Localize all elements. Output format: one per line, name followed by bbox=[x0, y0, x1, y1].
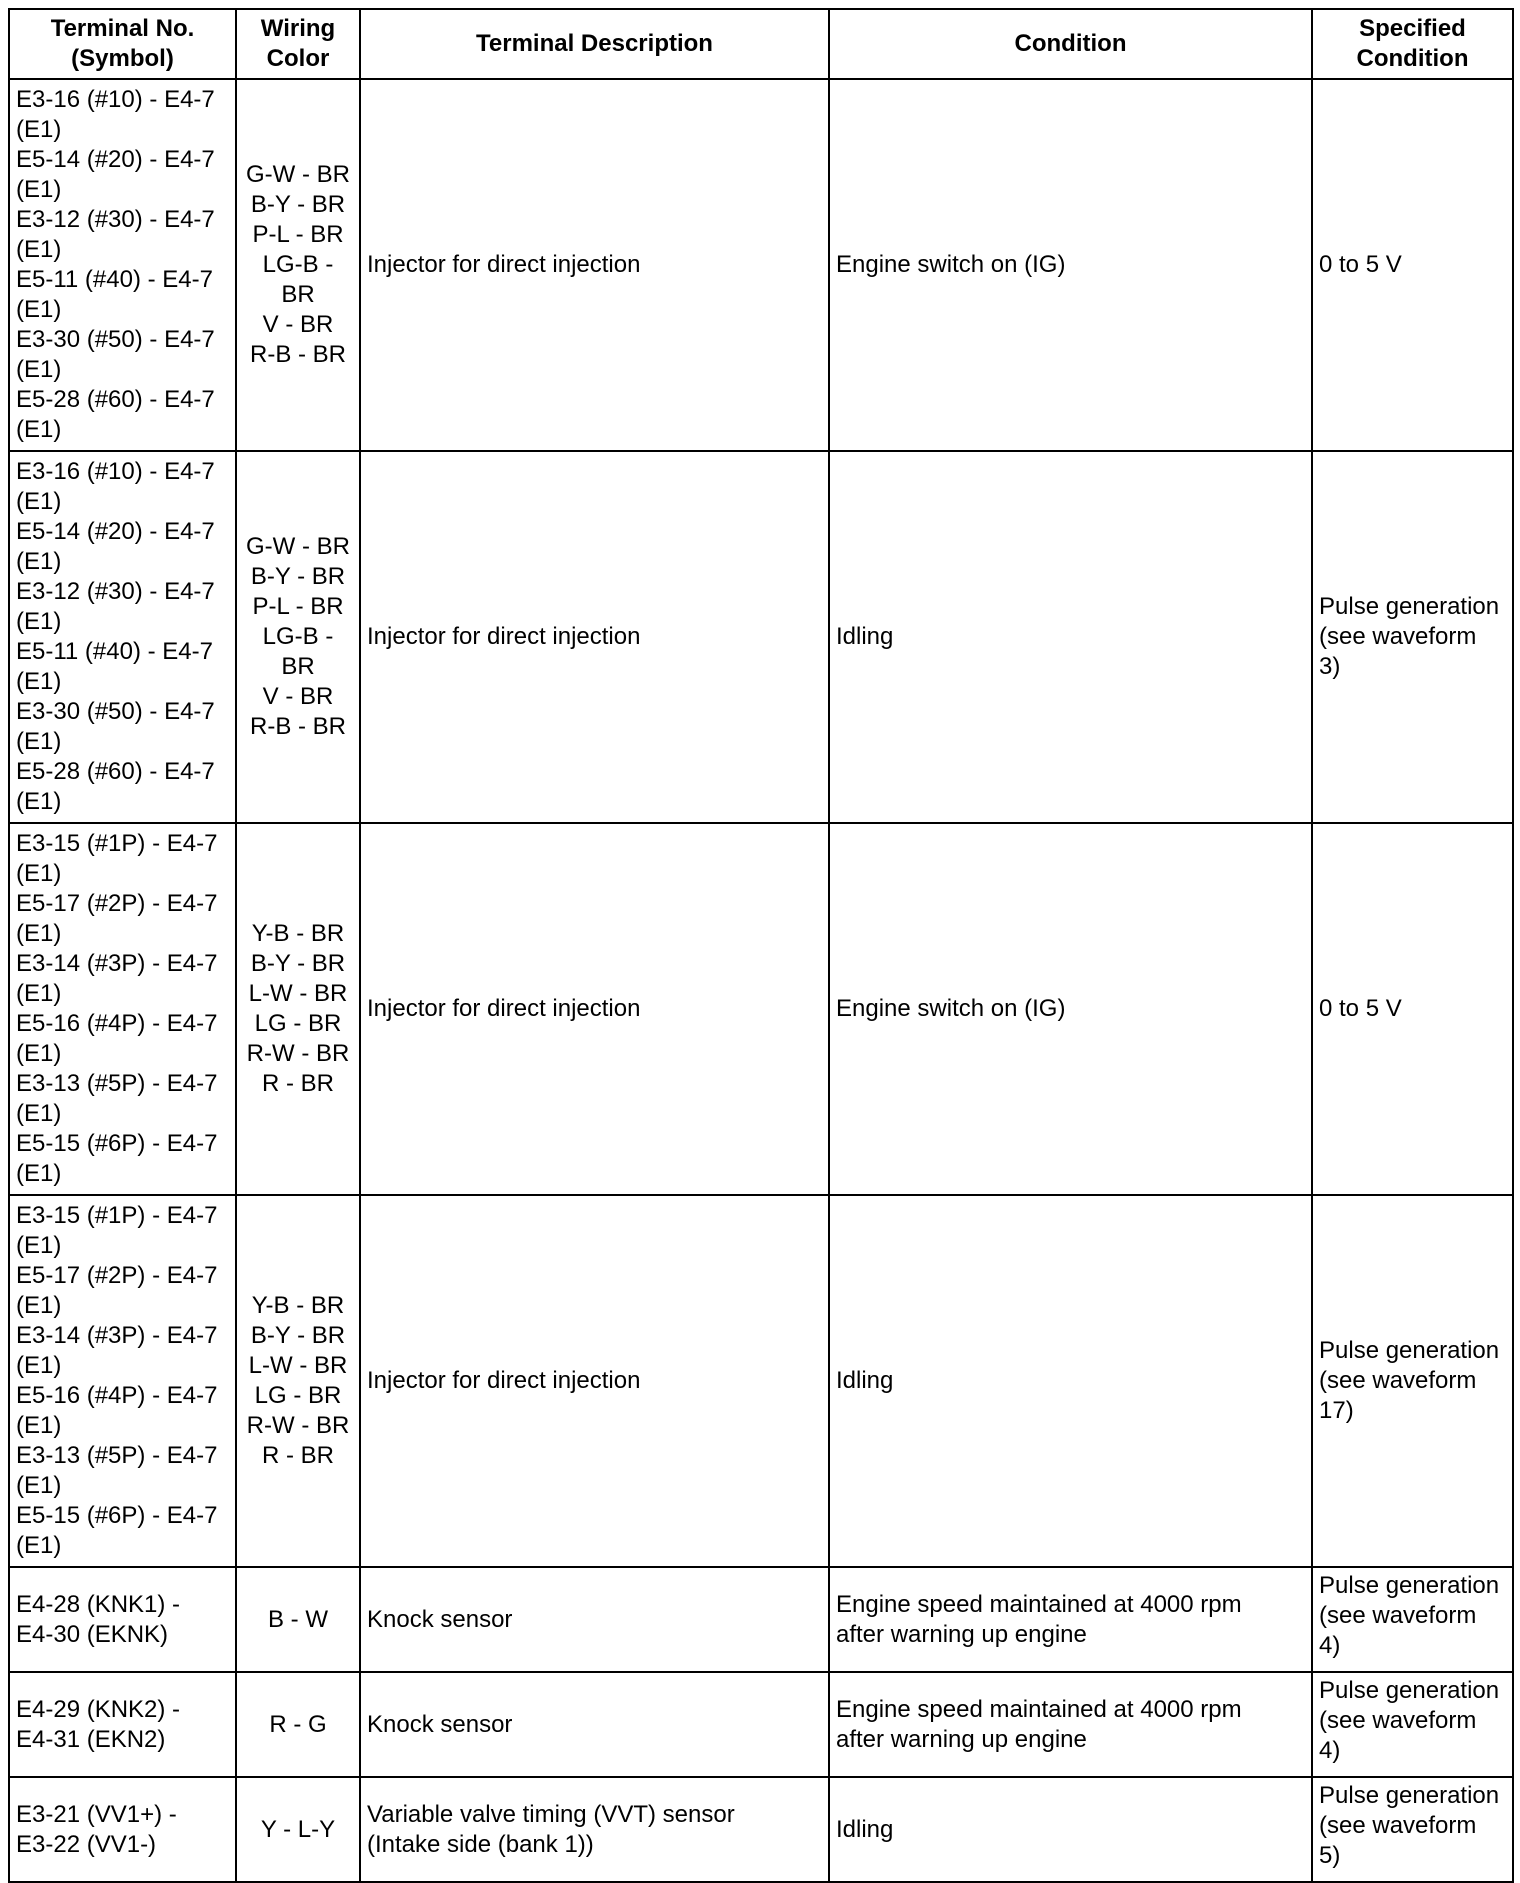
cell-terminal bbox=[9, 1777, 236, 1882]
cell-wiring-color-line: LG - BR bbox=[254, 1010, 342, 1037]
table-row bbox=[9, 1672, 1513, 1777]
cell-condition-line: Engine speed maintained at 4000 rpm bbox=[836, 1590, 1242, 1618]
cell-specified-condition bbox=[1312, 1672, 1513, 1777]
cell-terminal-line: (E1) bbox=[16, 1472, 62, 1499]
cell-terminal-line: (E1) bbox=[16, 788, 62, 815]
cell-condition-line: after warning up engine bbox=[836, 1620, 1087, 1648]
cell-terminal-description-line: Knock sensor bbox=[367, 1710, 513, 1738]
cell-terminal-line: E3-30 (#50) - E4-7 bbox=[16, 698, 215, 725]
cell-terminal-line: E5-14 (#20) - E4-7 bbox=[16, 518, 215, 545]
cell-specified-condition bbox=[1312, 79, 1513, 451]
cell-condition bbox=[829, 1672, 1312, 1777]
cell-wiring-color bbox=[236, 1567, 360, 1672]
cell-terminal-line: E5-16 (#4P) - E4-7 bbox=[16, 1382, 218, 1409]
cell-terminal-line: E5-16 (#4P) - E4-7 bbox=[16, 1010, 218, 1037]
cell-terminal-line: E5-15 (#6P) - E4-7 bbox=[16, 1502, 218, 1529]
cell-terminal-description bbox=[360, 79, 829, 451]
cell-terminal-description-line: (Intake side (bank 1)) bbox=[367, 1830, 594, 1858]
cell-wiring-color-line: L-W - BR bbox=[248, 1352, 348, 1379]
cell-terminal-line: E5-11 (#40) - E4-7 bbox=[16, 638, 213, 665]
cell-terminal-line: E3-13 (#5P) - E4-7 bbox=[16, 1070, 218, 1097]
cell-wiring-color-line: Y-B - BR bbox=[251, 1292, 345, 1319]
cell-condition-line: after warning up engine bbox=[836, 1725, 1087, 1753]
cell-wiring-color bbox=[236, 1672, 360, 1777]
cell-specified-condition-line: (see waveform bbox=[1319, 1707, 1477, 1734]
cell-specified-condition-line: (see waveform bbox=[1319, 1367, 1477, 1394]
cell-wiring-color-line: B-Y - BR bbox=[250, 950, 346, 977]
cell-terminal-line: E5-28 (#60) - E4-7 bbox=[16, 386, 215, 413]
cell-terminal-line: E3-22 (VV1-) bbox=[16, 1830, 157, 1858]
cell-terminal bbox=[9, 823, 236, 1195]
cell-terminal bbox=[9, 79, 236, 451]
cell-wiring-color-line: V - BR bbox=[262, 683, 334, 710]
cell-terminal-line: E3-13 (#5P) - E4-7 bbox=[16, 1442, 218, 1469]
cell-terminal bbox=[9, 1672, 236, 1777]
cell-terminal-line: (E1) bbox=[16, 1532, 62, 1559]
cell-specified-condition-line: 0 to 5 V bbox=[1319, 995, 1402, 1022]
cell-condition-line: Engine switch on (IG) bbox=[836, 995, 1066, 1022]
cell-terminal-line: (E1) bbox=[16, 608, 62, 635]
cell-terminal-line: E3-16 (#10) - E4-7 bbox=[16, 458, 215, 485]
cell-wiring-color-line: G-W - BR bbox=[246, 161, 350, 188]
cell-terminal-line: (E1) bbox=[16, 1160, 62, 1187]
cell-specified-condition-line: (see waveform bbox=[1319, 623, 1477, 650]
cell-condition-line: Engine switch on (IG) bbox=[836, 251, 1066, 278]
cell-condition bbox=[829, 823, 1312, 1195]
cell-specified-condition-line: 3) bbox=[1319, 653, 1341, 680]
table-row bbox=[9, 1777, 1513, 1882]
cell-terminal-description bbox=[360, 823, 829, 1195]
cell-terminal-description bbox=[360, 1195, 829, 1567]
cell-specified-condition bbox=[1312, 823, 1513, 1195]
cell-wiring-color-line: LG - BR bbox=[254, 1382, 342, 1409]
cell-terminal-line: E4-29 (KNK2) - bbox=[16, 1695, 181, 1723]
cell-wiring-color-line: LG-B - bbox=[262, 623, 334, 650]
cell-terminal-description bbox=[360, 1777, 829, 1882]
cell-terminal-line: (E1) bbox=[16, 488, 62, 515]
cell-wiring-color bbox=[236, 823, 360, 1195]
cell-terminal-description bbox=[360, 1567, 829, 1672]
cell-terminal bbox=[9, 1567, 236, 1672]
table-body bbox=[9, 79, 1513, 1882]
cell-specified-condition-line: (see waveform bbox=[1319, 1812, 1477, 1839]
cell-condition bbox=[829, 1777, 1312, 1882]
cell-terminal-line: (E1) bbox=[16, 296, 62, 323]
header-wiring-color: Wiring Color bbox=[236, 9, 360, 79]
cell-terminal-line: E3-16 (#10) - E4-7 bbox=[16, 86, 215, 113]
cell-terminal-line: E4-31 (EKN2) bbox=[16, 1725, 166, 1753]
header-terminal-description: Terminal Description bbox=[360, 9, 829, 79]
cell-terminal-line: E4-28 (KNK1) - bbox=[16, 1590, 181, 1618]
cell-specified-condition-line: 0 to 5 V bbox=[1319, 251, 1402, 278]
cell-specified-condition-line: Pulse generation bbox=[1319, 593, 1500, 620]
cell-terminal-line: (E1) bbox=[16, 1232, 62, 1259]
cell-terminal-description-line: Injector for direct injection bbox=[367, 251, 641, 278]
cell-wiring-color-line: L-W - BR bbox=[248, 980, 348, 1007]
cell-wiring-color-line: Y-B - BR bbox=[251, 920, 345, 947]
cell-terminal-line: E5-14 (#20) - E4-7 bbox=[16, 146, 215, 173]
cell-condition-line: Idling bbox=[836, 623, 894, 650]
cell-terminal-line: (E1) bbox=[16, 356, 62, 383]
cell-terminal-description-line: Injector for direct injection bbox=[367, 995, 641, 1022]
cell-wiring-color bbox=[236, 1777, 360, 1882]
cell-specified-condition-line: 17) bbox=[1319, 1397, 1354, 1424]
cell-wiring-color bbox=[236, 1195, 360, 1567]
cell-terminal-line: (E1) bbox=[16, 920, 62, 947]
cell-wiring-color-line: R-B - BR bbox=[250, 713, 346, 740]
cell-terminal-line: E3-12 (#30) - E4-7 bbox=[16, 206, 215, 233]
cell-terminal-line: E3-15 (#1P) - E4-7 bbox=[16, 830, 218, 857]
cell-terminal-description-line: Injector for direct injection bbox=[367, 1367, 641, 1394]
cell-terminal-line: (E1) bbox=[16, 1352, 62, 1379]
cell-condition-line: Idling bbox=[836, 1367, 894, 1394]
table-row bbox=[9, 79, 1513, 451]
cell-wiring-color-line: BR bbox=[281, 281, 315, 308]
cell-condition bbox=[829, 451, 1312, 823]
table-row bbox=[9, 1195, 1513, 1567]
cell-terminal-line: (E1) bbox=[16, 116, 62, 143]
cell-specified-condition-line: Pulse generation bbox=[1319, 1782, 1500, 1809]
cell-terminal-description-line: Variable valve timing (VVT) sensor bbox=[367, 1800, 735, 1828]
cell-terminal-line: (E1) bbox=[16, 728, 62, 755]
cell-wiring-color-line: P-L - BR bbox=[252, 221, 344, 248]
cell-terminal-line: E3-30 (#50) - E4-7 bbox=[16, 326, 215, 353]
table-row bbox=[9, 1567, 1513, 1672]
cell-condition bbox=[829, 79, 1312, 451]
cell-wiring-color bbox=[236, 451, 360, 823]
cell-wiring-color-line: G-W - BR bbox=[246, 533, 350, 560]
cell-terminal-line: (E1) bbox=[16, 236, 62, 263]
cell-specified-condition bbox=[1312, 1195, 1513, 1567]
terminal-table bbox=[8, 8, 1514, 1883]
cell-terminal-description-line: Injector for direct injection bbox=[367, 623, 641, 650]
cell-wiring-color-line: V - BR bbox=[262, 311, 334, 338]
table-row bbox=[9, 823, 1513, 1195]
cell-condition bbox=[829, 1567, 1312, 1672]
cell-terminal-line: (E1) bbox=[16, 548, 62, 575]
cell-specified-condition-line: 4) bbox=[1319, 1632, 1341, 1659]
cell-terminal-line: E3-15 (#1P) - E4-7 bbox=[16, 1202, 218, 1229]
cell-specified-condition-line: Pulse generation bbox=[1319, 1337, 1500, 1364]
cell-terminal-description bbox=[360, 1672, 829, 1777]
cell-terminal-line: E5-28 (#60) - E4-7 bbox=[16, 758, 215, 785]
cell-terminal bbox=[9, 451, 236, 823]
cell-terminal-line: (E1) bbox=[16, 1412, 62, 1439]
cell-terminal-line: (E1) bbox=[16, 1292, 62, 1319]
cell-wiring-color-line: R - BR bbox=[262, 1442, 334, 1469]
cell-terminal-line: E5-17 (#2P) - E4-7 bbox=[16, 890, 218, 917]
cell-terminal-line: (E1) bbox=[16, 416, 62, 443]
cell-specified-condition-line: (see waveform bbox=[1319, 1602, 1477, 1629]
cell-specified-condition-line: Pulse generation bbox=[1319, 1677, 1500, 1704]
cell-terminal-line: E5-15 (#6P) - E4-7 bbox=[16, 1130, 218, 1157]
table-row bbox=[9, 451, 1513, 823]
cell-wiring-color-line: R-B - BR bbox=[250, 341, 346, 368]
cell-terminal-line: E3-14 (#3P) - E4-7 bbox=[16, 950, 218, 977]
cell-wiring-color-line: B - W bbox=[268, 1605, 328, 1633]
header-row bbox=[9, 9, 1513, 79]
cell-specified-condition bbox=[1312, 451, 1513, 823]
cell-specified-condition-line: Pulse generation bbox=[1319, 1572, 1500, 1599]
cell-terminal-line: (E1) bbox=[16, 1100, 62, 1127]
cell-condition-line: Engine speed maintained at 4000 rpm bbox=[836, 1695, 1242, 1723]
cell-specified-condition bbox=[1312, 1567, 1513, 1672]
header-condition: Condition bbox=[829, 9, 1312, 79]
cell-terminal bbox=[9, 1195, 236, 1567]
cell-terminal-line: (E1) bbox=[16, 668, 62, 695]
cell-terminal-line: (E1) bbox=[16, 860, 62, 887]
cell-specified-condition-line: 5) bbox=[1319, 1842, 1341, 1869]
cell-terminal-line: (E1) bbox=[16, 980, 62, 1007]
header-specified-condition: Specified Condition bbox=[1312, 9, 1513, 79]
cell-wiring-color-line: R - G bbox=[269, 1710, 327, 1738]
cell-wiring-color-line: R-W - BR bbox=[246, 1412, 350, 1439]
cell-terminal-line: E3-12 (#30) - E4-7 bbox=[16, 578, 215, 605]
cell-terminal-line: (E1) bbox=[16, 176, 62, 203]
cell-condition bbox=[829, 1195, 1312, 1567]
cell-terminal-line: E3-14 (#3P) - E4-7 bbox=[16, 1322, 218, 1349]
cell-specified-condition-line: 4) bbox=[1319, 1737, 1341, 1764]
cell-terminal-line: E5-11 (#40) - E4-7 bbox=[16, 266, 213, 293]
cell-terminal-line: E4-30 (EKNK) bbox=[16, 1620, 169, 1648]
cell-wiring-color-line: B-Y - BR bbox=[250, 1322, 346, 1349]
cell-wiring-color-line: LG-B - bbox=[262, 251, 334, 278]
cell-wiring-color-line: P-L - BR bbox=[252, 593, 344, 620]
cell-wiring-color-line: R-W - BR bbox=[246, 1040, 350, 1067]
header-terminal: Terminal No. (Symbol) bbox=[9, 9, 236, 79]
cell-wiring-color bbox=[236, 79, 360, 451]
cell-wiring-color-line: BR bbox=[281, 653, 315, 680]
cell-wiring-color-line: B-Y - BR bbox=[250, 191, 346, 218]
cell-terminal-line: E3-21 (VV1+) - bbox=[16, 1800, 177, 1828]
cell-wiring-color-line: Y - L-Y bbox=[260, 1815, 336, 1843]
cell-wiring-color-line: R - BR bbox=[262, 1070, 334, 1097]
cell-terminal-description-line: Knock sensor bbox=[367, 1605, 513, 1633]
cell-wiring-color-line: B-Y - BR bbox=[250, 563, 346, 590]
cell-condition-line: Idling bbox=[836, 1815, 894, 1843]
cell-terminal-line: (E1) bbox=[16, 1040, 62, 1067]
cell-terminal-description bbox=[360, 451, 829, 823]
cell-specified-condition bbox=[1312, 1777, 1513, 1882]
cell-terminal-line: E5-17 (#2P) - E4-7 bbox=[16, 1262, 218, 1289]
